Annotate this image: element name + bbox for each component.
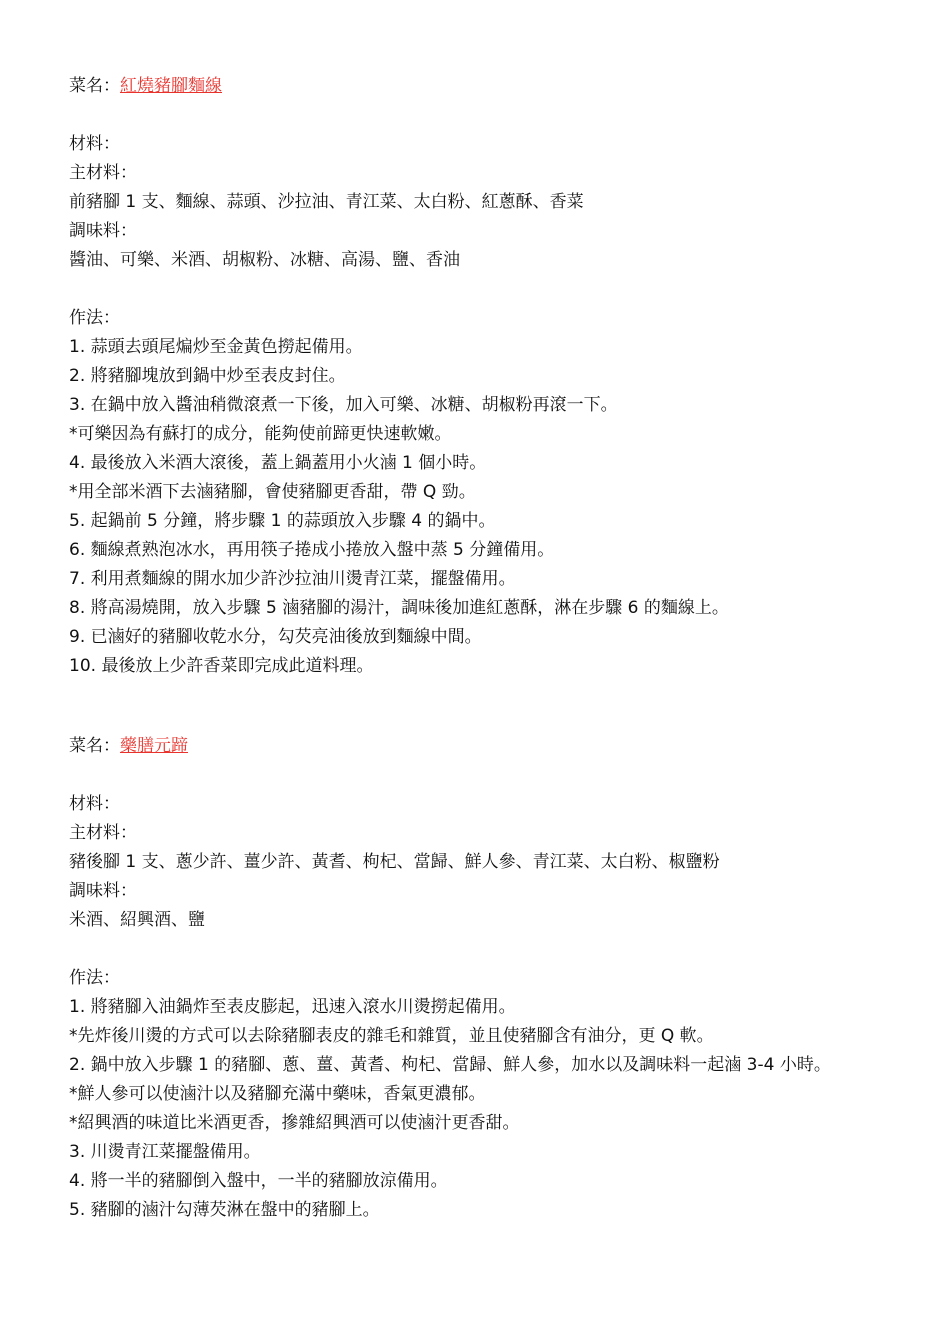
recipe-2 xyxy=(69,732,889,1225)
main-ingredients-heading: 主材料： xyxy=(69,163,137,183)
dish-name-line xyxy=(69,72,889,101)
materials-heading: 材料： xyxy=(69,134,120,154)
method-note: *可樂因為有蘇打的成分，能夠使前蹄更快速軟嫩。 xyxy=(69,424,452,444)
materials-heading: 材料： xyxy=(69,794,120,814)
seasoning-list: 醬油、可樂、米酒、胡椒粉、冰糖、高湯、鹽、香油 xyxy=(69,250,460,270)
method-step: 10. 最後放上少許香菜即完成此道料理。 xyxy=(69,656,374,676)
main-ingredients-heading: 主材料： xyxy=(69,823,137,843)
method-step: 6. 麵線煮熟泡冰水，再用筷子捲成小捲放入盤中蒸 5 分鐘備用。 xyxy=(69,540,555,560)
seasoning-list: 米酒、紹興酒、鹽 xyxy=(69,910,205,930)
method-step: 9. 已滷好的豬腳收乾水分，勾芡亮油後放到麵線中間。 xyxy=(69,627,482,647)
method-step: 2. 鍋中放入步驟 1 的豬腳、蔥、薑、黃耆、枸杞、當歸、鮮人參，加水以及調味料一起滷 3-4 小時。 xyxy=(69,1055,831,1075)
method-step: 5. 豬腳的滷汁勾薄芡淋在盤中的豬腳上。 xyxy=(69,1200,380,1220)
dish-name-link[interactable]: 藥膳元蹄 xyxy=(120,736,188,756)
method-step: 3. 在鍋中放入醬油稍微滾煮一下後，加入可樂、冰糖、胡椒粉再滾一下。 xyxy=(69,395,618,415)
main-ingredients: 豬後腳 1 支、蔥少許、薑少許、黃耆、枸杞、當歸、鮮人參、青江菜、太白粉、椒鹽粉 xyxy=(69,852,720,872)
dish-name-label: 菜名： xyxy=(69,736,120,756)
dish-name-line xyxy=(69,732,889,761)
method-step: 5. 起鍋前 5 分鐘，將步驟 1 的蒜頭放入步驟 4 的鍋中。 xyxy=(69,511,496,531)
method-step: 4. 最後放入米酒大滾後，蓋上鍋蓋用小火滷 1 個小時。 xyxy=(69,453,487,473)
seasoning-heading: 調味料： xyxy=(69,881,137,901)
seasoning-heading: 調味料： xyxy=(69,221,137,241)
method-note: *先炸後川燙的方式可以去除豬腳表皮的雜毛和雜質，並且使豬腳含有油分，更 Q 軟。 xyxy=(69,1026,714,1046)
method-note: *紹興酒的味道比米酒更香，摻雜紹興酒可以使滷汁更香甜。 xyxy=(69,1113,520,1133)
method-step: 2. 將豬腳塊放到鍋中炒至表皮封住。 xyxy=(69,366,346,386)
main-ingredients: 前豬腳 1 支、麵線、蒜頭、沙拉油、青江菜、太白粉、紅蔥酥、香菜 xyxy=(69,192,584,212)
method-step: 4. 將一半的豬腳倒入盤中，一半的豬腳放涼備用。 xyxy=(69,1171,448,1191)
recipe-1 xyxy=(69,72,889,681)
method-step: 3. 川燙青江菜擺盤備用。 xyxy=(69,1142,261,1162)
method-step: 1. 蒜頭去頭尾煸炒至金黃色撈起備用。 xyxy=(69,337,363,357)
method-heading: 作法： xyxy=(69,968,120,988)
method-heading: 作法： xyxy=(69,308,120,328)
method-step: 7. 利用煮麵線的開水加少許沙拉油川燙青江菜，擺盤備用。 xyxy=(69,569,516,589)
dish-name-label: 菜名： xyxy=(69,76,120,96)
method-note: *用全部米酒下去滷豬腳，會使豬腳更香甜，帶 Q 勁。 xyxy=(69,482,476,502)
method-step: 8. 將高湯燒開，放入步驟 5 滷豬腳的湯汁，調味後加進紅蔥酥，淋在步驟 6 的麵線上。 xyxy=(69,598,729,618)
dish-name-link[interactable]: 紅燒豬腳麵線 xyxy=(120,76,222,96)
method-note: *鮮人參可以使滷汁以及豬腳充滿中藥味，香氣更濃郁。 xyxy=(69,1084,486,1104)
method-step: 1. 將豬腳入油鍋炸至表皮膨起，迅速入滾水川燙撈起備用。 xyxy=(69,997,516,1017)
